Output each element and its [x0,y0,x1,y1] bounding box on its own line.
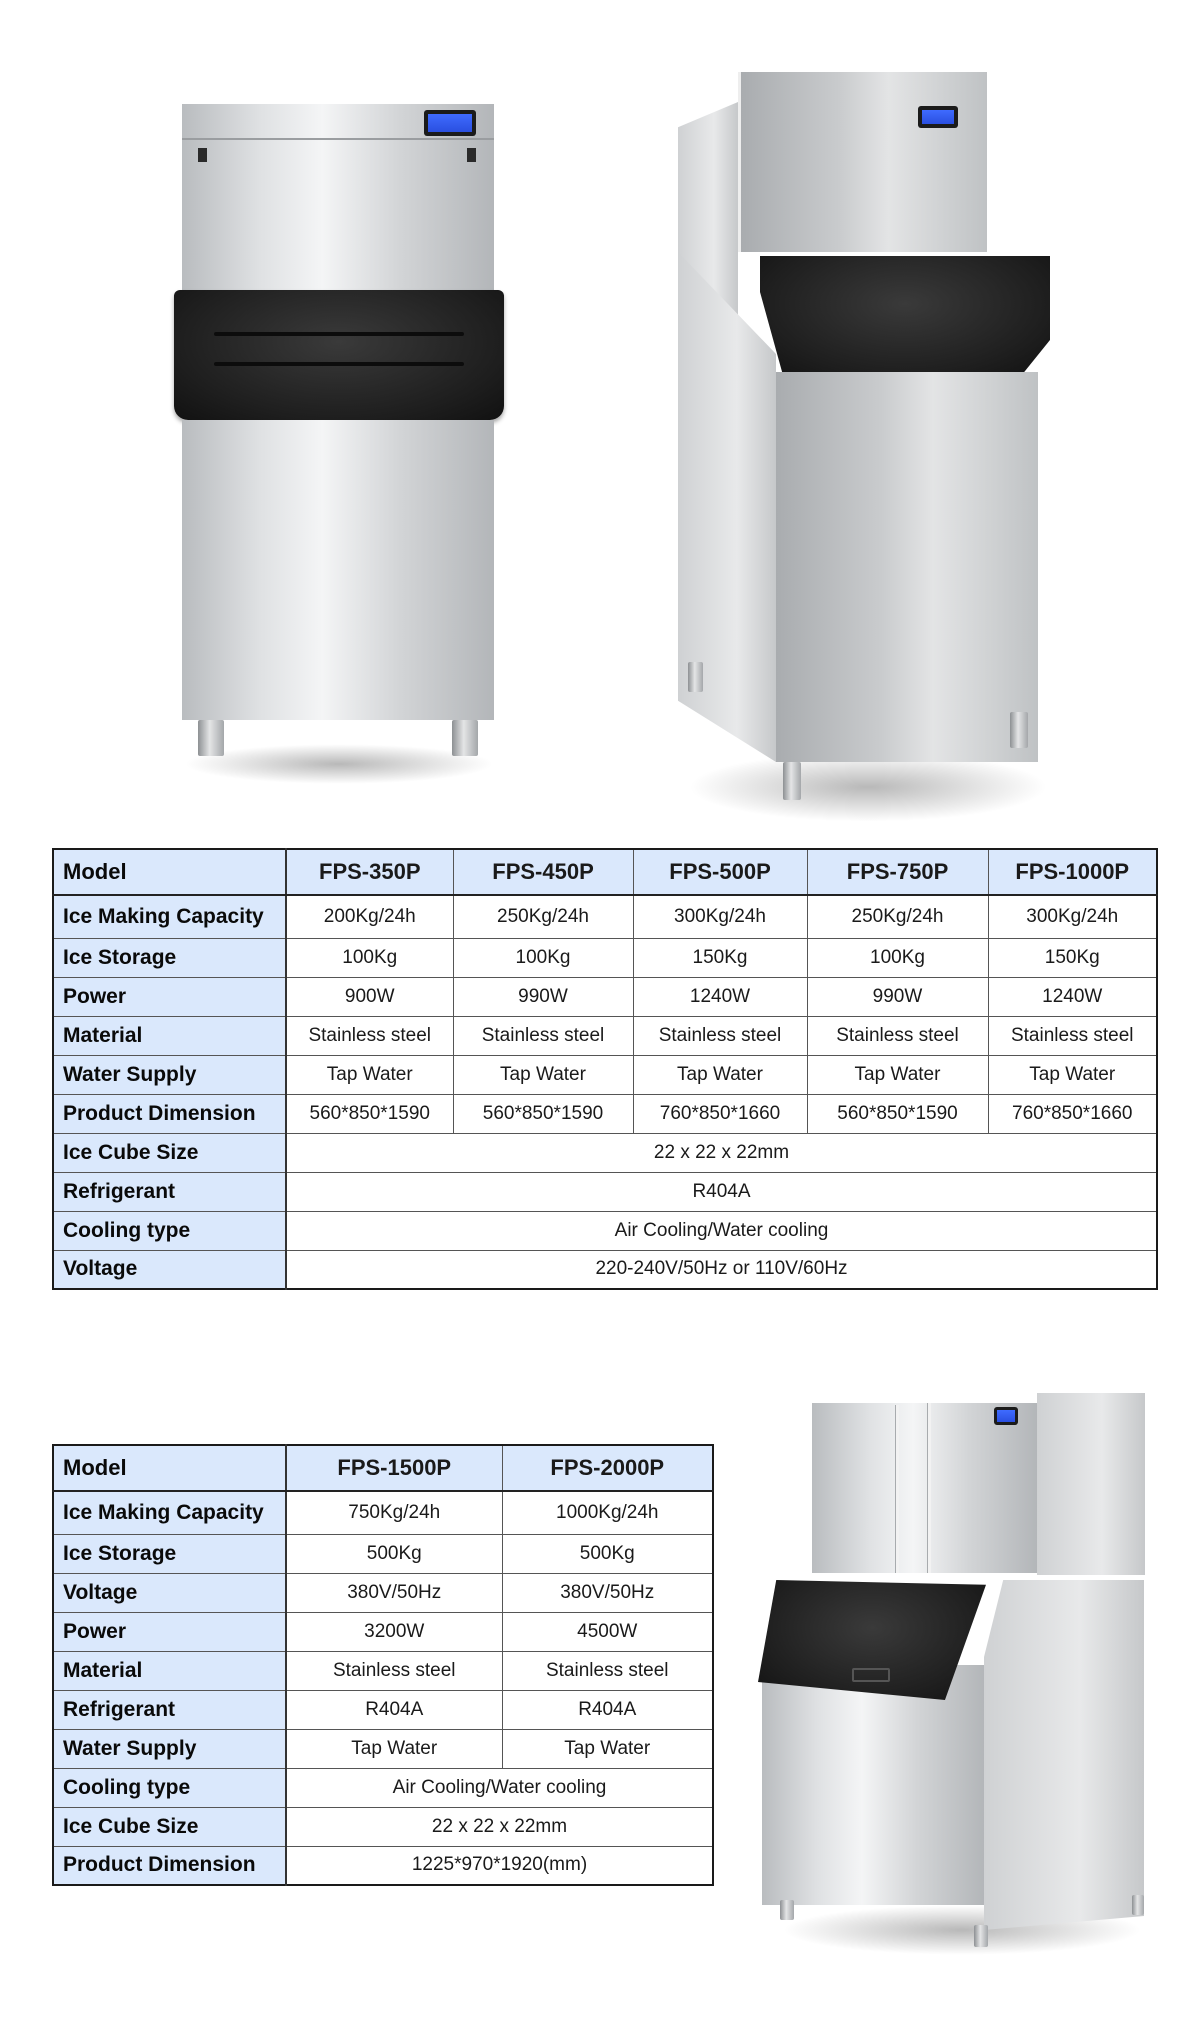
floor-shadow [184,744,494,784]
row-label: Voltage [53,1250,286,1289]
cell: 500Kg [502,1534,713,1573]
lcd-display-icon [918,106,958,128]
model-header: FPS-2000P [502,1445,713,1491]
row-label: Voltage [53,1573,286,1612]
cell: 4500W [502,1612,713,1651]
row-label: Water Supply [53,1729,286,1768]
foot-front-right [1010,712,1028,748]
table-row-shared [53,1250,1157,1289]
table-row-shared [53,1768,713,1807]
foot-left [198,720,224,756]
row-label: Refrigerant [53,1690,286,1729]
cell: Stainless steel [807,1016,988,1055]
lower-front [776,372,1038,762]
spec-table-fps-1500-2000 [52,1444,714,1886]
foot-right [452,720,478,756]
cell: 380V/50Hz [286,1573,502,1612]
cell: 1240W [988,977,1157,1016]
table-row-shared [53,1846,713,1885]
table-row [53,1491,713,1534]
cell: Tap Water [633,1055,807,1094]
latch-right-icon [467,148,476,162]
row-label: Product Dimension [53,1094,286,1133]
cell: R404A [502,1690,713,1729]
cell: 760*850*1660 [633,1094,807,1133]
cell: 560*850*1590 [453,1094,633,1133]
row-label: Power [53,1612,286,1651]
panel-seam [927,1403,931,1573]
cell: Stainless steel [286,1651,502,1690]
model-header: FPS-350P [286,849,453,895]
cell-shared: Air Cooling/Water cooling [286,1211,1157,1250]
cell: 150Kg [988,938,1157,977]
table-row [53,895,1157,938]
table-row [53,1573,713,1612]
machine-large-image [752,1385,1152,1960]
row-label: Ice Cube Size [53,1807,286,1846]
cell: Tap Water [453,1055,633,1094]
lower-front [762,1665,984,1905]
lower-side [984,1580,1144,1930]
foot-front-left [780,1900,794,1920]
cell-shared: 22 x 22 x 22mm [286,1807,713,1846]
row-label: Cooling type [53,1768,286,1807]
foot-front-right [974,1925,988,1947]
cell: 900W [286,977,453,1016]
model-header: FPS-500P [633,849,807,895]
cell: 560*850*1590 [807,1094,988,1133]
table-row [53,1612,713,1651]
cell: 100Kg [286,938,453,977]
table-row [53,1534,713,1573]
row-label: Ice Storage [53,1534,286,1573]
table-row [53,1690,713,1729]
latch-left-icon [198,148,207,162]
cell: 250Kg/24h [453,895,633,938]
panel-seam [895,1405,899,1573]
upper-body [182,140,494,290]
upper-front [738,72,987,252]
header-label: Model [53,849,286,895]
cell: Stainless steel [502,1651,713,1690]
cell: Tap Water [286,1729,502,1768]
spec-table-fps-350-1000 [52,848,1158,1290]
lower-body [182,420,494,720]
cell: 100Kg [453,938,633,977]
header-label: Model [53,1445,286,1491]
upper-side [1037,1393,1145,1575]
row-label: Ice Making Capacity [53,1491,286,1534]
row-label: Material [53,1016,286,1055]
machine-angle-image [668,72,1048,832]
table-row-shared [53,1807,713,1846]
cell: Tap Water [286,1055,453,1094]
cell: 1000Kg/24h [502,1491,713,1534]
row-label: Ice Making Capacity [53,895,286,938]
table-header-row [53,849,1157,895]
foot-back-left [688,662,703,692]
model-header: FPS-1500P [286,1445,502,1491]
cell: 990W [453,977,633,1016]
table-row [53,1016,1157,1055]
cell-shared: Air Cooling/Water cooling [286,1768,713,1807]
row-label: Water Supply [53,1055,286,1094]
table-row [53,938,1157,977]
lcd-display-icon [424,110,476,136]
cell: 750Kg/24h [286,1491,502,1534]
machine-front-image [174,104,502,784]
cell: 100Kg [807,938,988,977]
table-row [53,1055,1157,1094]
cell: Stainless steel [988,1016,1157,1055]
cell: 560*850*1590 [286,1094,453,1133]
cell: 200Kg/24h [286,895,453,938]
cell: Tap Water [988,1055,1157,1094]
cell: 1240W [633,977,807,1016]
model-header: FPS-750P [807,849,988,895]
table-row-shared [53,1133,1157,1172]
cell: Tap Water [502,1729,713,1768]
table-row [53,1729,713,1768]
table-row [53,1094,1157,1133]
foot-front-left [783,762,801,800]
foot-back-right [1132,1895,1144,1915]
cell: R404A [286,1690,502,1729]
bin-handle-icon [852,1668,890,1682]
cell-shared: R404A [286,1172,1157,1211]
cell: Stainless steel [286,1016,453,1055]
bin-door [760,256,1050,376]
lcd-display-icon [994,1407,1018,1425]
table-row-shared [53,1211,1157,1250]
row-label: Cooling type [53,1211,286,1250]
upper-front [812,1403,1037,1573]
table-row [53,1651,713,1690]
cell: 300Kg/24h [988,895,1157,938]
floor-shadow [688,752,1048,822]
cell-shared: 1225*970*1920(mm) [286,1846,713,1885]
table-row [53,977,1157,1016]
row-label: Refrigerant [53,1172,286,1211]
cell-shared: 22 x 22 x 22mm [286,1133,1157,1172]
row-label: Ice Cube Size [53,1133,286,1172]
cell: 3200W [286,1612,502,1651]
table-row-shared [53,1172,1157,1211]
cell: 990W [807,977,988,1016]
cell: 760*850*1660 [988,1094,1157,1133]
cell-shared: 220-240V/50Hz or 110V/60Hz [286,1250,1157,1289]
cell: Tap Water [807,1055,988,1094]
table-header-row [53,1445,713,1491]
cell: 300Kg/24h [633,895,807,938]
row-label: Material [53,1651,286,1690]
cell: Stainless steel [453,1016,633,1055]
cell: 250Kg/24h [807,895,988,938]
cell: 150Kg [633,938,807,977]
row-label: Ice Storage [53,938,286,977]
row-label: Power [53,977,286,1016]
row-label: Product Dimension [53,1846,286,1885]
cell: Stainless steel [633,1016,807,1055]
model-header: FPS-1000P [988,849,1157,895]
cell: 380V/50Hz [502,1573,713,1612]
cell: 500Kg [286,1534,502,1573]
bin-door [174,290,504,420]
model-header: FPS-450P [453,849,633,895]
